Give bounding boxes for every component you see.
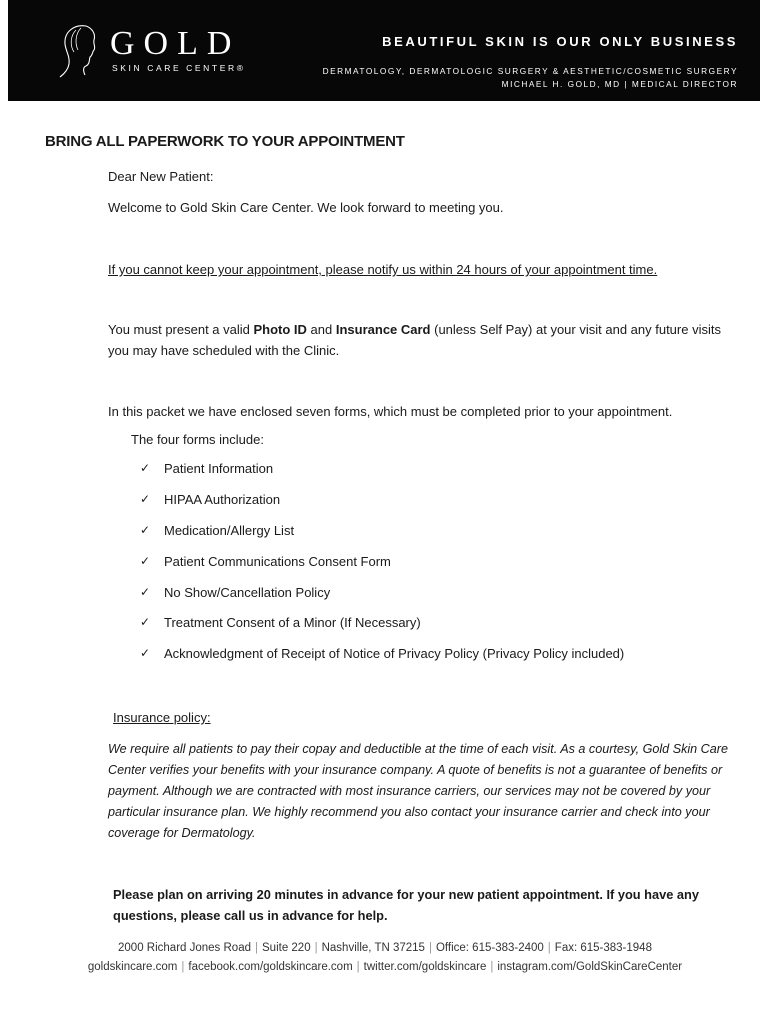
logo-subtitle: SKIN CARE CENTER®: [112, 63, 246, 73]
footer-fax: Fax: 615-383-1948: [554, 942, 652, 954]
director-line: MICHAEL H. GOLD, MD | MEDICAL DIRECTOR: [501, 79, 738, 89]
check-icon: ✓: [140, 522, 151, 537]
face-profile-logo-icon: [56, 22, 100, 78]
check-icon: ✓: [140, 646, 151, 661]
welcome-text: Welcome to Gold Skin Care Center. We look forward to meeting you.: [108, 200, 504, 215]
forms-intro: The four forms include:: [131, 432, 264, 447]
greeting: Dear New Patient:: [108, 169, 214, 184]
logo-wordmark: GOLD: [110, 25, 241, 62]
list-item: ✓ No Show/Cancellation Policy: [140, 584, 331, 600]
footer-instagram-link[interactable]: instagram.com/GoldSkinCareCenter: [497, 961, 683, 973]
list-item: ✓ Patient Information: [140, 461, 274, 476]
id-requirement-paragraph: You must present a valid Photo ID and Insurance Card (unless Self Pay) at your visit and any future visits you may have scheduled with the Clinic.: [108, 322, 721, 358]
forms-list: [140, 461, 624, 677]
header-banner: [8, 0, 760, 101]
list-item: ✓ HIPAA Authorization: [140, 491, 281, 507]
page-heading: BRING ALL PAPERWORK TO YOUR APPOINTMENT: [45, 133, 405, 150]
check-icon: ✓: [140, 584, 151, 599]
insurance-policy-label: Insurance policy:: [113, 710, 211, 725]
packet-text: In this packet we have enclosed seven forms, which must be completed prior to your appointment.: [108, 404, 673, 419]
footer-links-line: goldskincare.com | facebook.com/goldskincare.com | twitter.com/goldskincare | instagram.com/GoldSkinCareCenter: [87, 961, 683, 973]
tagline: BEAUTIFUL SKIN IS OUR ONLY BUSINESS: [382, 34, 738, 49]
list-item: ✓ Treatment Consent of a Minor (If Necessary): [140, 615, 421, 631]
footer-facebook-link[interactable]: facebook.com/goldskincare.com: [188, 961, 353, 973]
check-icon: ✓: [140, 553, 151, 568]
check-icon: ✓: [140, 615, 151, 630]
footer-office-phone: Office: 615-383-2400: [435, 942, 544, 954]
footer-website-link[interactable]: goldskincare.com: [87, 961, 178, 973]
insurance-card-label: Insurance Card: [335, 322, 431, 337]
insurance-policy-text: We require all patients to pay their copay and deductible at the time of each visit. As a courtesy, Gold Skin Care Center verifies your benefits with your insurance company. A quote of benefits is not a guarantee of benefits or payment. Although we are contracted with most insurance carriers, our services may not be covered by your particular insurance plan. We highly recommend you also contact your insurance carrier and check into your coverage for Dermatology.: [108, 742, 728, 840]
photo-id-label: Photo ID: [253, 322, 307, 337]
list-item: ✓ Medication/Allergy List: [140, 522, 295, 538]
check-icon: ✓: [140, 461, 151, 475]
footer-twitter-link[interactable]: twitter.com/goldskincare: [363, 961, 487, 973]
specialty-line: DERMATOLOGY, DERMATOLOGIC SURGERY & AESTHETIC/COSMETIC SURGERY: [322, 66, 738, 76]
footer-suite: Suite 220: [262, 942, 311, 954]
footer-address: 2000 Richard Jones Road: [118, 942, 251, 954]
list-item: ✓ Acknowledgment of Receipt of Notice of Privacy Policy (Privacy Policy included): [140, 646, 625, 662]
check-icon: ✓: [140, 491, 151, 506]
list-item: ✓ Patient Communications Consent Form: [140, 553, 391, 569]
cancellation-notice: If you cannot keep your appointment, please notify us within 24 hours of your appointment time.: [108, 262, 658, 277]
arrival-instructions: Please plan on arriving 20 minutes in advance for your new patient appointment. If you have any questions, please call us in advance for help.: [113, 887, 699, 923]
footer-city: Nashville, TN 37215: [321, 942, 425, 954]
footer-contact-line: 2000 Richard Jones Road | Suite 220 | Nashville, TN 37215 | Office: 615-383-2400 | Fax: 615-383-1948: [118, 942, 652, 954]
